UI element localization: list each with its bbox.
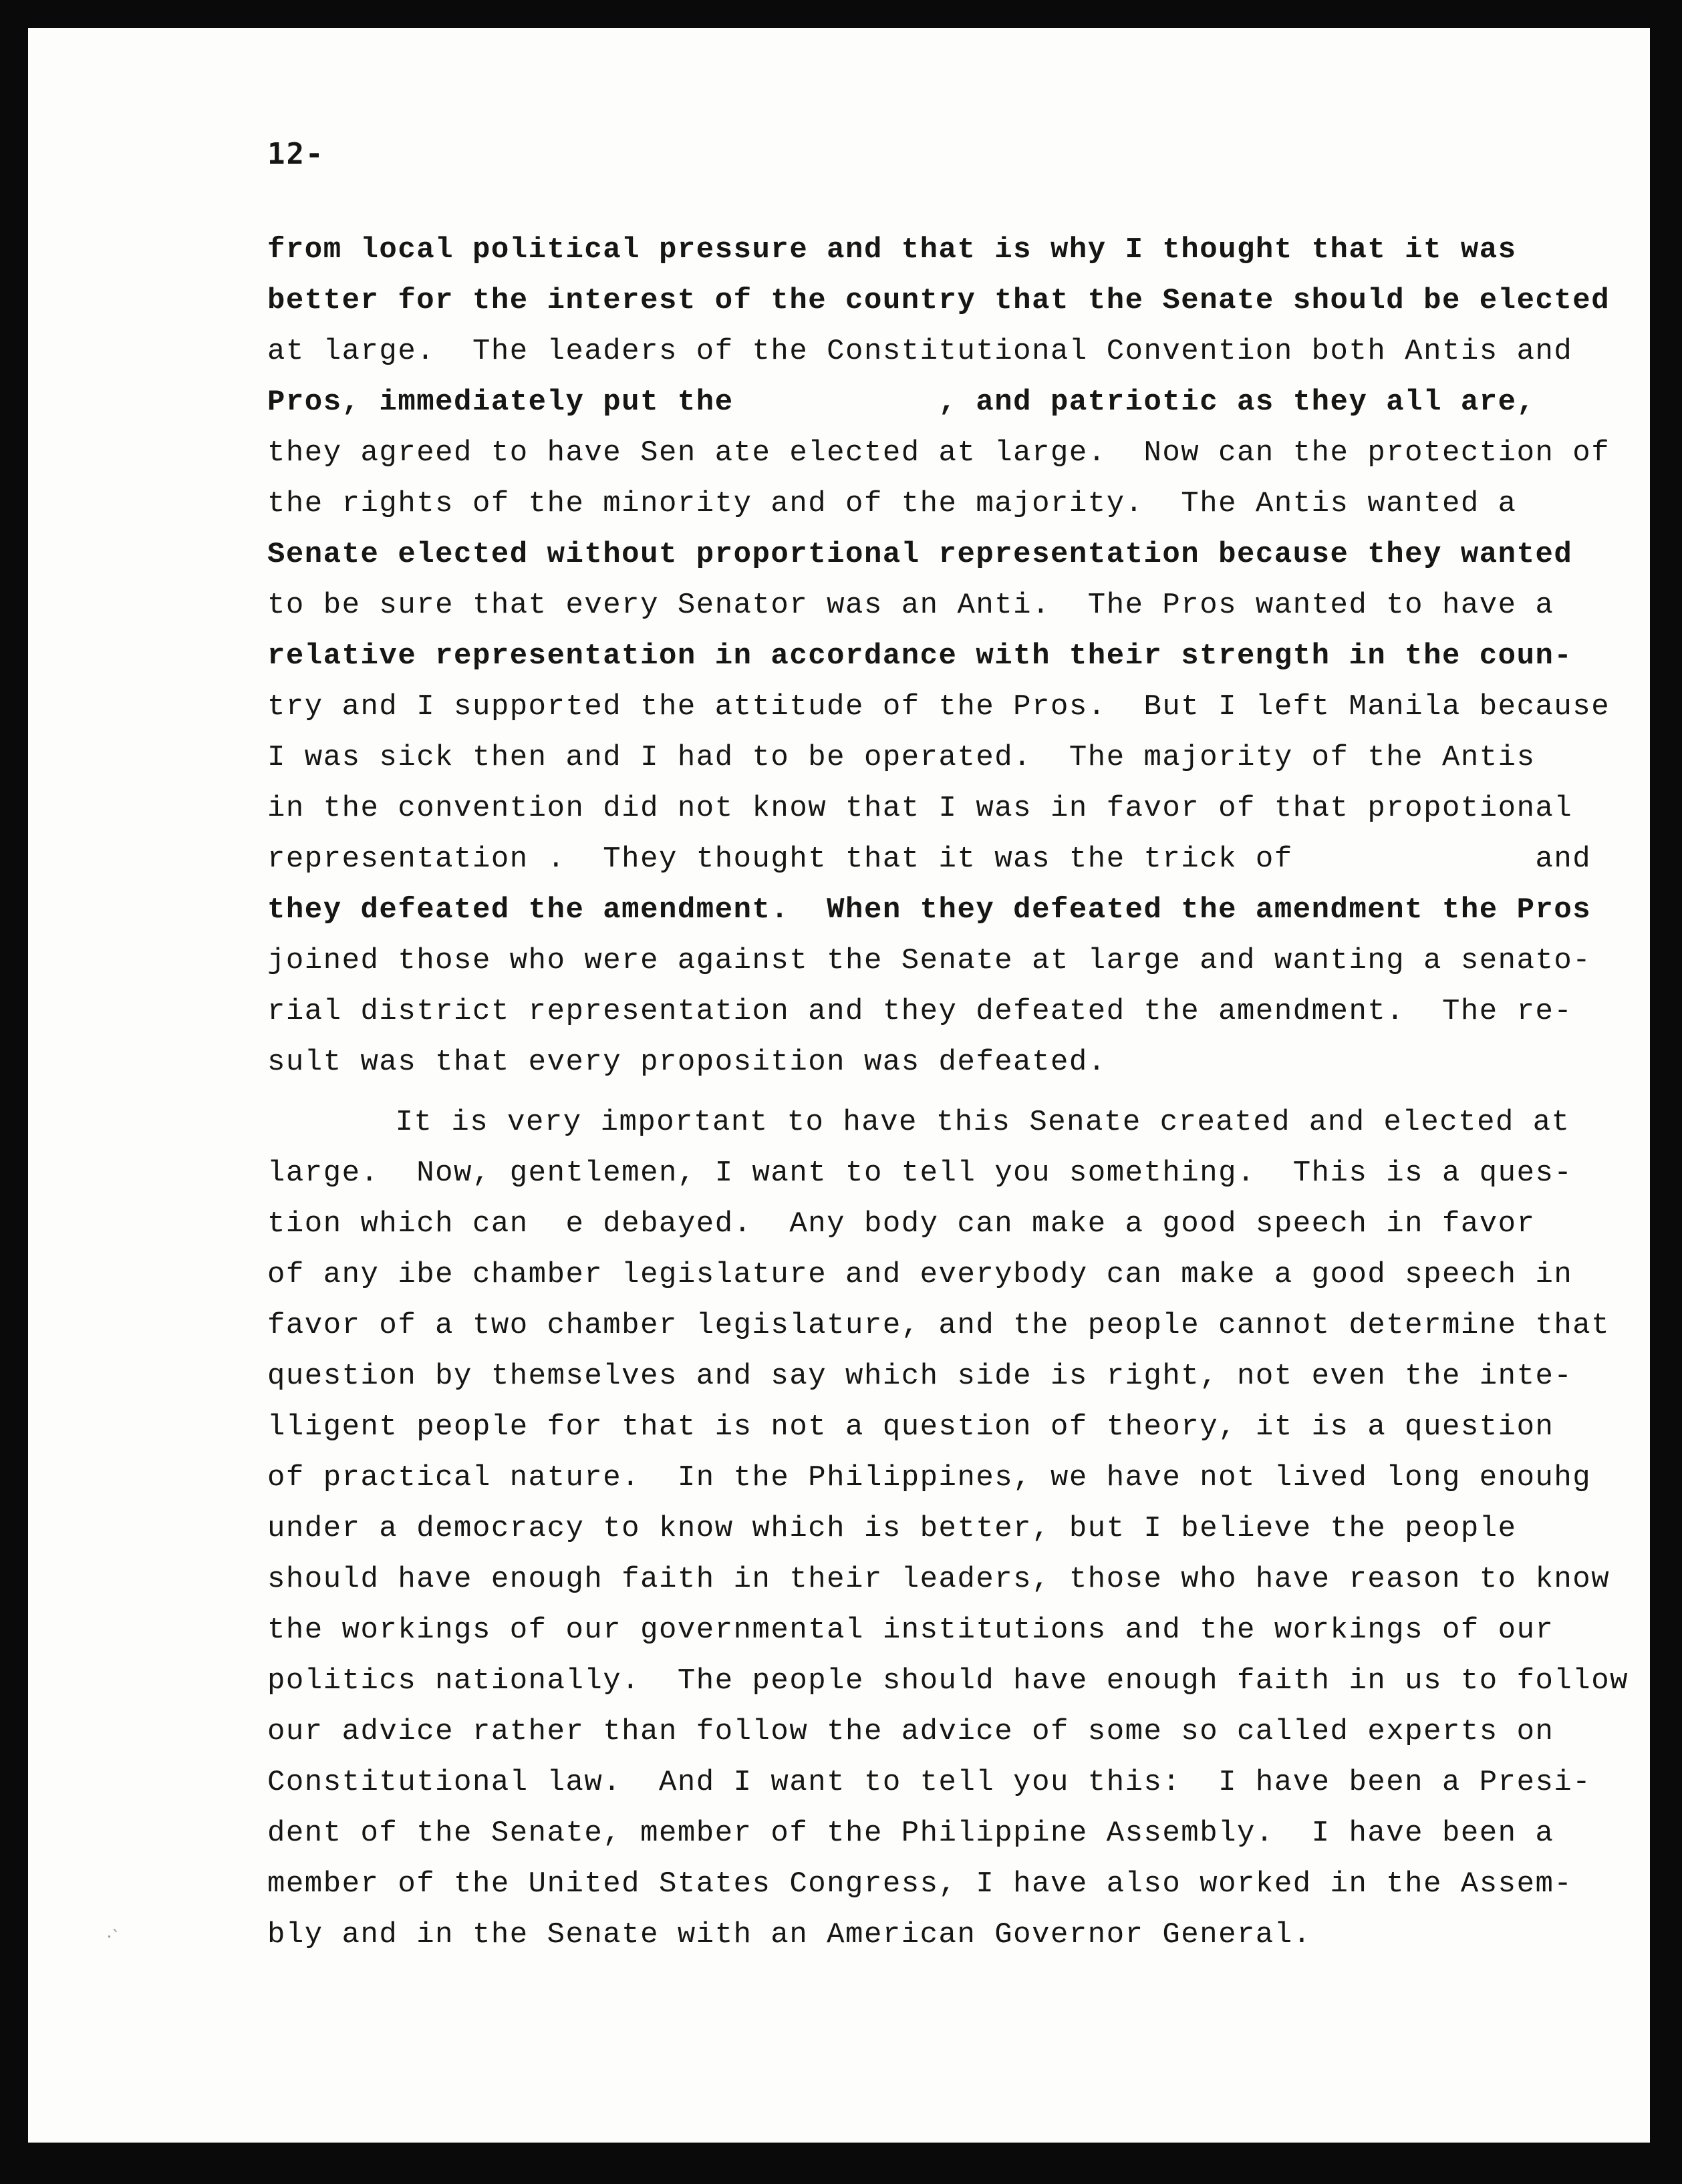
text-line: the workings of our governmental institutions and the workings of our bbox=[267, 1613, 1554, 1647]
text-line: of practical nature. In the Philippines, we have not lived long enouhg bbox=[267, 1461, 1592, 1495]
text-line: the rights of the minority and of the majority. The Antis wanted a bbox=[267, 487, 1517, 520]
page-number: 12- bbox=[267, 137, 325, 171]
text-line: rial district representation and they defeated the amendment. The re- bbox=[267, 995, 1573, 1028]
text-line: I was sick then and I had to be operated. The majority of the Antis bbox=[267, 741, 1536, 774]
text-line: Constitutional law. And I want to tell you this: I have been a Presi- bbox=[267, 1766, 1592, 1799]
text-line: in the convention did not know that I was in favor of that propotional bbox=[267, 792, 1573, 825]
text-line: our advice rather than follow the advice of some so called experts on bbox=[267, 1715, 1554, 1748]
text-line: joined those who were against the Senate at large and wanting a senato- bbox=[267, 944, 1592, 977]
text-line: relative representation in accordance with their strength in the coun- bbox=[267, 639, 1573, 673]
text-line: tion which can e debayed. Any body can make a good speech in favor bbox=[267, 1207, 1536, 1241]
text-line: question by themselves and say which side is right, not even the inte- bbox=[267, 1360, 1573, 1393]
text-line: should have enough faith in their leaders, those who have reason to know bbox=[267, 1563, 1610, 1596]
text-line: of any ibe chamber legislature and everybody can make a good speech in bbox=[267, 1258, 1573, 1291]
text-line: politics nationally. The people should have enough faith in us to follow bbox=[267, 1664, 1629, 1698]
text-line: dent of the Senate, member of the Philippine Assembly. I have been a bbox=[267, 1817, 1554, 1850]
text-line: better for the interest of the country that the Senate should be elected bbox=[267, 284, 1610, 317]
text-line: they agreed to have Sen ate elected at large. Now can the protection of bbox=[267, 436, 1610, 470]
text-line: at large. The leaders of the Constitutional Convention both Antis and bbox=[267, 335, 1573, 368]
scan-speck-mark: ⸱ˋ bbox=[107, 1927, 120, 1947]
text-line: bly and in the Senate with an American Governor General. bbox=[267, 1918, 1312, 1952]
text-line: under a democracy to know which is better, but I believe the people bbox=[267, 1512, 1517, 1545]
text-line: lligent people for that is not a question of theory, it is a question bbox=[267, 1410, 1554, 1444]
text-line: sult was that every proposition was defeated. bbox=[267, 1046, 1107, 1079]
text-line: they defeated the amendment. When they defeated the amendment the Pros bbox=[267, 893, 1592, 927]
text-line: from local political pressure and that is why I thought that it was bbox=[267, 233, 1517, 267]
text-line: member of the United States Congress, I have also worked in the Assem- bbox=[267, 1867, 1573, 1901]
text-line: try and I supported the attitude of the Pros. But I left Manila because bbox=[267, 690, 1610, 724]
text-line: Pros, immediately put the , and patriotic as they all are, bbox=[267, 385, 1536, 419]
text-line: to be sure that every Senator was an Anti. The Pros wanted to have a bbox=[267, 589, 1554, 622]
text-line: favor of a two chamber legislature, and the people cannot determine that bbox=[267, 1309, 1610, 1342]
text-line: Senate elected without proportional representation because they wanted bbox=[267, 538, 1573, 571]
text-line: large. Now, gentlemen, I want to tell you something. This is a ques- bbox=[267, 1156, 1573, 1190]
text-line: It is very important to have this Senate created and elected at bbox=[321, 1106, 1570, 1139]
text-line: representation . They thought that it was the trick of and bbox=[267, 842, 1592, 876]
